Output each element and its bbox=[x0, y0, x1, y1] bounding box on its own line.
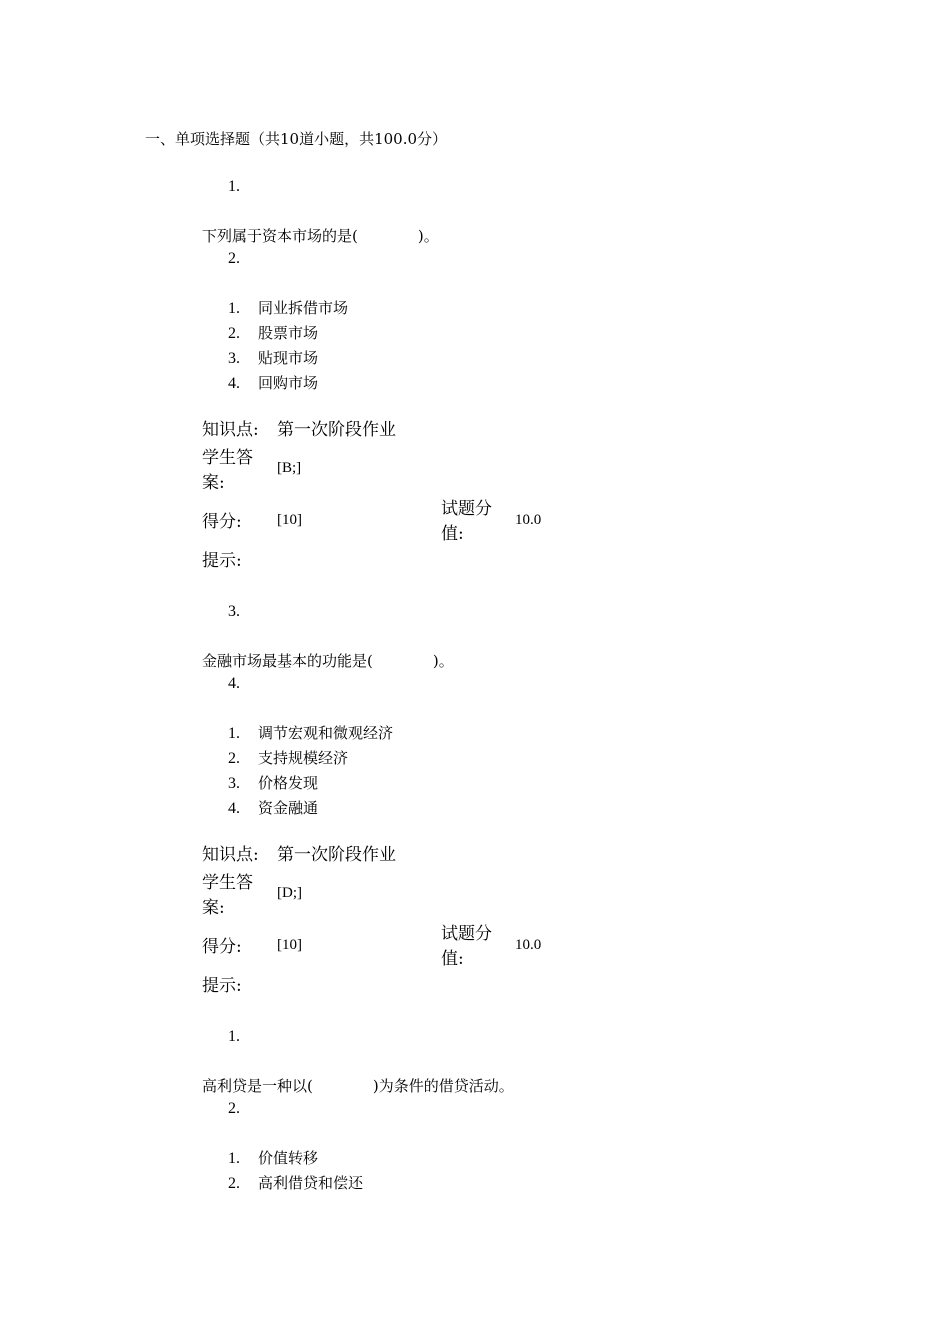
option-1[interactable] bbox=[228, 722, 393, 743]
option-number: 2. bbox=[228, 325, 240, 342]
answer-label-line-1: 学生答 bbox=[202, 448, 253, 468]
answer-label bbox=[202, 446, 253, 496]
points-label bbox=[441, 922, 492, 972]
answer-label-line-1: 学生答 bbox=[202, 873, 253, 893]
score-label: 得分: bbox=[202, 512, 242, 532]
answer-value: [D;] bbox=[277, 885, 302, 901]
option-text: 支持规模经济 bbox=[258, 749, 349, 767]
points-label-line-2: 值: bbox=[441, 949, 464, 969]
question-stem: 金融市场最基本的功能是( )。 bbox=[202, 652, 454, 670]
option-number: 1. bbox=[228, 725, 240, 742]
knowledge-value: 第一次阶段作业 bbox=[277, 845, 396, 865]
points-value: 10.0 bbox=[515, 512, 542, 528]
answer-label-line-2: 案: bbox=[202, 473, 225, 493]
question-number: 4. bbox=[228, 675, 240, 692]
option-1[interactable] bbox=[228, 1147, 318, 1168]
option-number: 1. bbox=[228, 300, 240, 317]
option-4[interactable] bbox=[228, 372, 318, 393]
points-label-line-1: 试题分 bbox=[441, 499, 492, 519]
option-number: 3. bbox=[228, 350, 240, 367]
option-text: 同业拆借市场 bbox=[258, 299, 349, 317]
option-text: 贴现市场 bbox=[258, 349, 319, 367]
knowledge-label: 知识点: bbox=[202, 845, 259, 865]
points-label-line-2: 值: bbox=[441, 524, 464, 544]
option-text: 股票市场 bbox=[258, 324, 319, 342]
option-2[interactable] bbox=[228, 747, 348, 768]
score-value: [10] bbox=[277, 512, 302, 528]
question-number: 2. bbox=[228, 1100, 240, 1117]
option-text: 价格发现 bbox=[258, 774, 319, 792]
points-label-line-1: 试题分 bbox=[441, 924, 492, 944]
option-number: 3. bbox=[228, 775, 240, 792]
hint-label: 提示: bbox=[202, 976, 242, 996]
answer-label bbox=[202, 871, 253, 921]
knowledge-value: 第一次阶段作业 bbox=[277, 420, 396, 440]
section-title: 一、单项选择题（共10道小题，共100.0分） bbox=[145, 130, 448, 148]
question-number: 1. bbox=[228, 1028, 240, 1045]
answer-label-line-2: 案: bbox=[202, 898, 225, 918]
option-text: 高利借贷和偿还 bbox=[258, 1174, 364, 1192]
question-stem: 高利贷是一种以( )为条件的借贷活动。 bbox=[202, 1077, 514, 1095]
option-number: 4. bbox=[228, 375, 240, 392]
option-number: 4. bbox=[228, 800, 240, 817]
hint-label: 提示: bbox=[202, 551, 242, 571]
option-text: 价值转移 bbox=[258, 1149, 319, 1167]
option-text: 资金融通 bbox=[258, 799, 319, 817]
points-label bbox=[441, 497, 492, 547]
option-number: 2. bbox=[228, 750, 240, 767]
option-1[interactable] bbox=[228, 297, 348, 318]
score-label: 得分: bbox=[202, 937, 242, 957]
answer-value: [B;] bbox=[277, 460, 302, 476]
question-number: 1. bbox=[228, 178, 240, 195]
option-text: 回购市场 bbox=[258, 374, 319, 392]
option-2[interactable] bbox=[228, 1172, 363, 1193]
question-stem: 下列属于资本市场的是( )。 bbox=[202, 227, 439, 245]
option-number: 2. bbox=[228, 1175, 240, 1192]
points-value: 10.0 bbox=[515, 937, 542, 953]
score-value: [10] bbox=[277, 937, 302, 953]
option-3[interactable] bbox=[228, 772, 318, 793]
option-text: 调节宏观和微观经济 bbox=[258, 724, 394, 742]
knowledge-label: 知识点: bbox=[202, 420, 259, 440]
option-3[interactable] bbox=[228, 347, 318, 368]
option-number: 1. bbox=[228, 1150, 240, 1167]
option-2[interactable] bbox=[228, 322, 318, 343]
question-number: 2. bbox=[228, 250, 240, 267]
option-4[interactable] bbox=[228, 797, 318, 818]
question-number: 3. bbox=[228, 603, 240, 620]
